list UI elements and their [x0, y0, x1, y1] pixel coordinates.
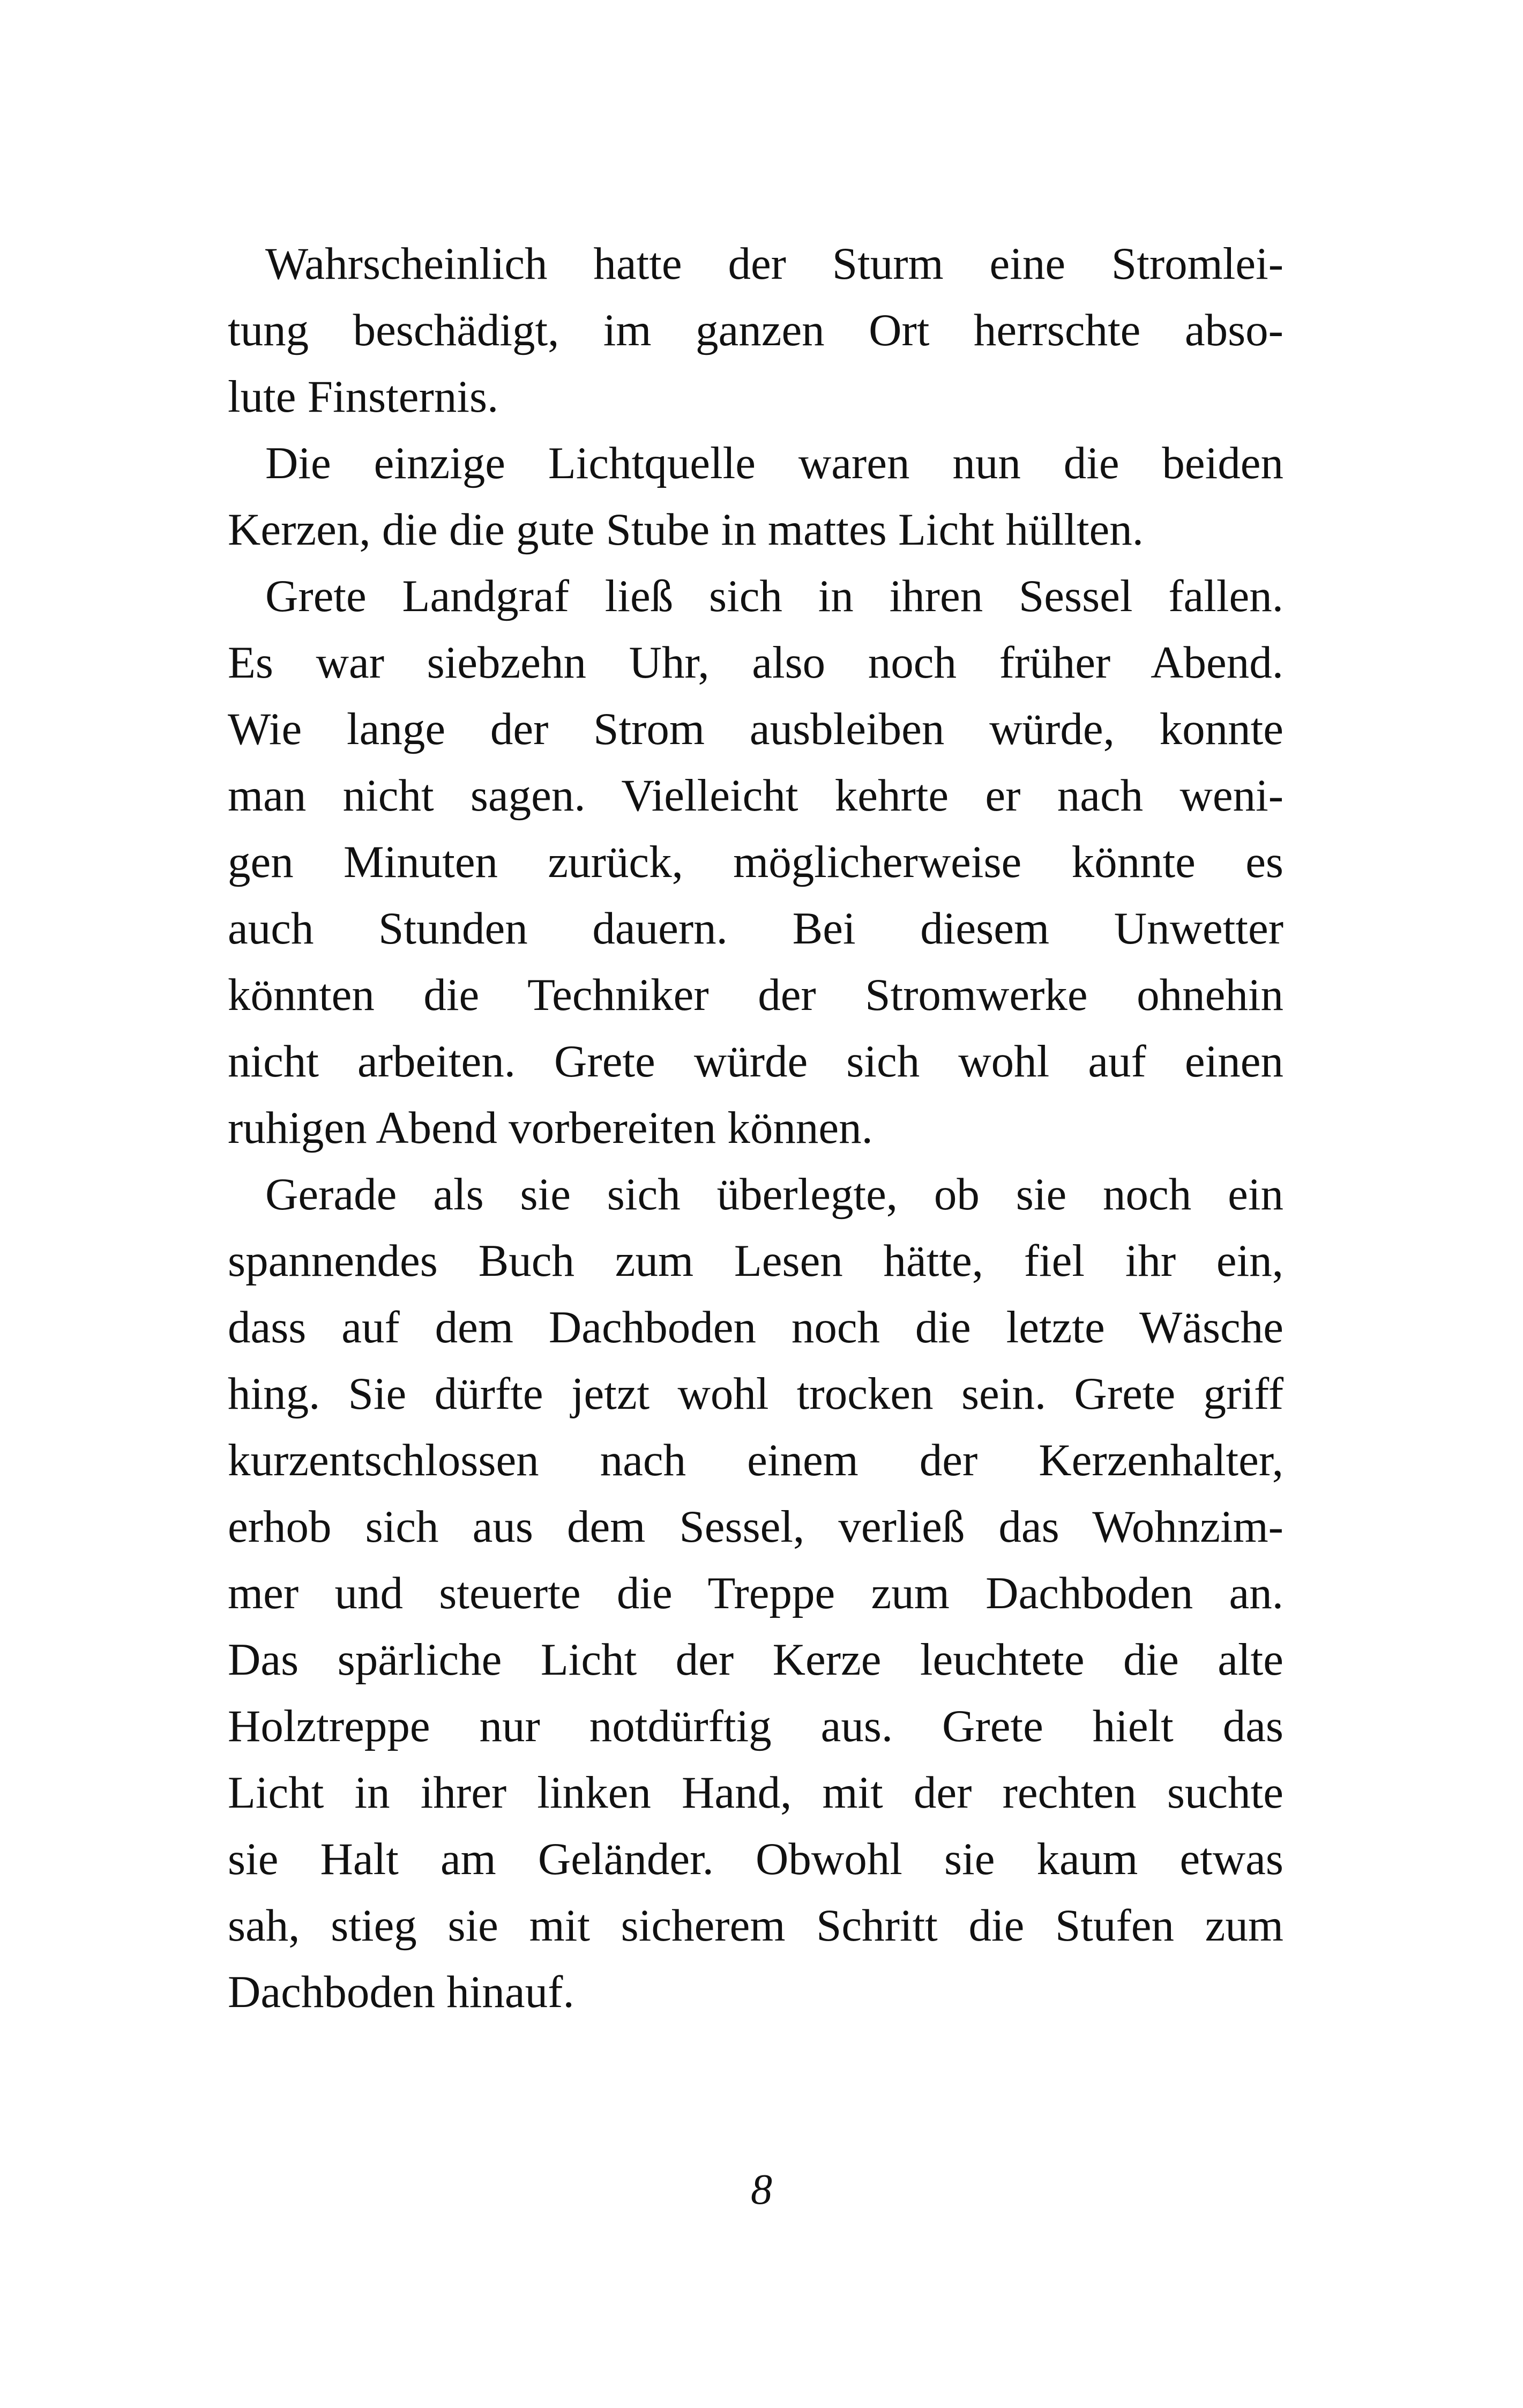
text-line: kurzentschlossen nach einem der Kerzenhalter,: [228, 1435, 1283, 1485]
text-line: könnten die Techniker der Stromwerke ohnehin: [228, 970, 1283, 1020]
text-line: gen Minuten zurück, möglicherweise könnte es: [228, 837, 1283, 887]
text-line: nicht arbeiten. Grete würde sich wohl auf einen: [228, 1036, 1283, 1087]
text-line: Die einzige Lichtquelle waren nun die beiden: [265, 438, 1283, 488]
text-line: Dachboden hinauf.: [228, 1967, 574, 2017]
text-line: Wie lange der Strom ausbleiben würde, konnte: [228, 704, 1283, 754]
body-text: [228, 231, 1283, 2025]
text-line: sah, stieg sie mit sicherem Schritt die Stufen zum: [228, 1900, 1283, 1951]
text-line: hing. Sie dürfte jetzt wohl trocken sein. Grete griff: [228, 1369, 1283, 1419]
text-line: Kerzen, die die gute Stube in mattes Licht hüllten.: [228, 504, 1144, 555]
page-number: 8: [751, 2166, 772, 2213]
text-line: Licht in ihrer linken Hand, mit der rechten suchte: [228, 1767, 1283, 1818]
text-line: dass auf dem Dachboden noch die letzte Wäsche: [228, 1302, 1283, 1352]
text-line: tung beschädigt, im ganzen Ort herrschte abso-: [228, 305, 1283, 355]
text-line: Gerade als sie sich überlegte, ob sie noch ein: [265, 1169, 1283, 1220]
text-line: Es war siebzehn Uhr, also noch früher Abend.: [228, 637, 1283, 688]
text-line: auch Stunden dauern. Bei diesem Unwetter: [228, 903, 1283, 954]
text-line: lute Finsternis.: [228, 371, 499, 422]
text-line: Holztreppe nur notdürftig aus. Grete hielt das: [228, 1701, 1283, 1751]
text-line: spannendes Buch zum Lesen hätte, fiel ihr ein,: [228, 1236, 1283, 1286]
text-line: mer und steuerte die Treppe zum Dachboden an.: [228, 1568, 1283, 1618]
text-line: ruhigen Abend vorbereiten können.: [228, 1103, 873, 1153]
text-line: Grete Landgraf ließ sich in ihren Sessel fallen.: [265, 571, 1283, 621]
text-line: Wahrscheinlich hatte der Sturm eine Stromlei-: [265, 239, 1283, 289]
text-line: erhob sich aus dem Sessel, verließ das Wohnzim-: [228, 1502, 1283, 1552]
text-line: sie Halt am Geländer. Obwohl sie kaum etwas: [228, 1834, 1283, 1884]
text-line: man nicht sagen. Vielleicht kehrte er nach weni-: [228, 770, 1283, 821]
text-line: Das spärliche Licht der Kerze leuchtete die alte: [228, 1634, 1283, 1685]
